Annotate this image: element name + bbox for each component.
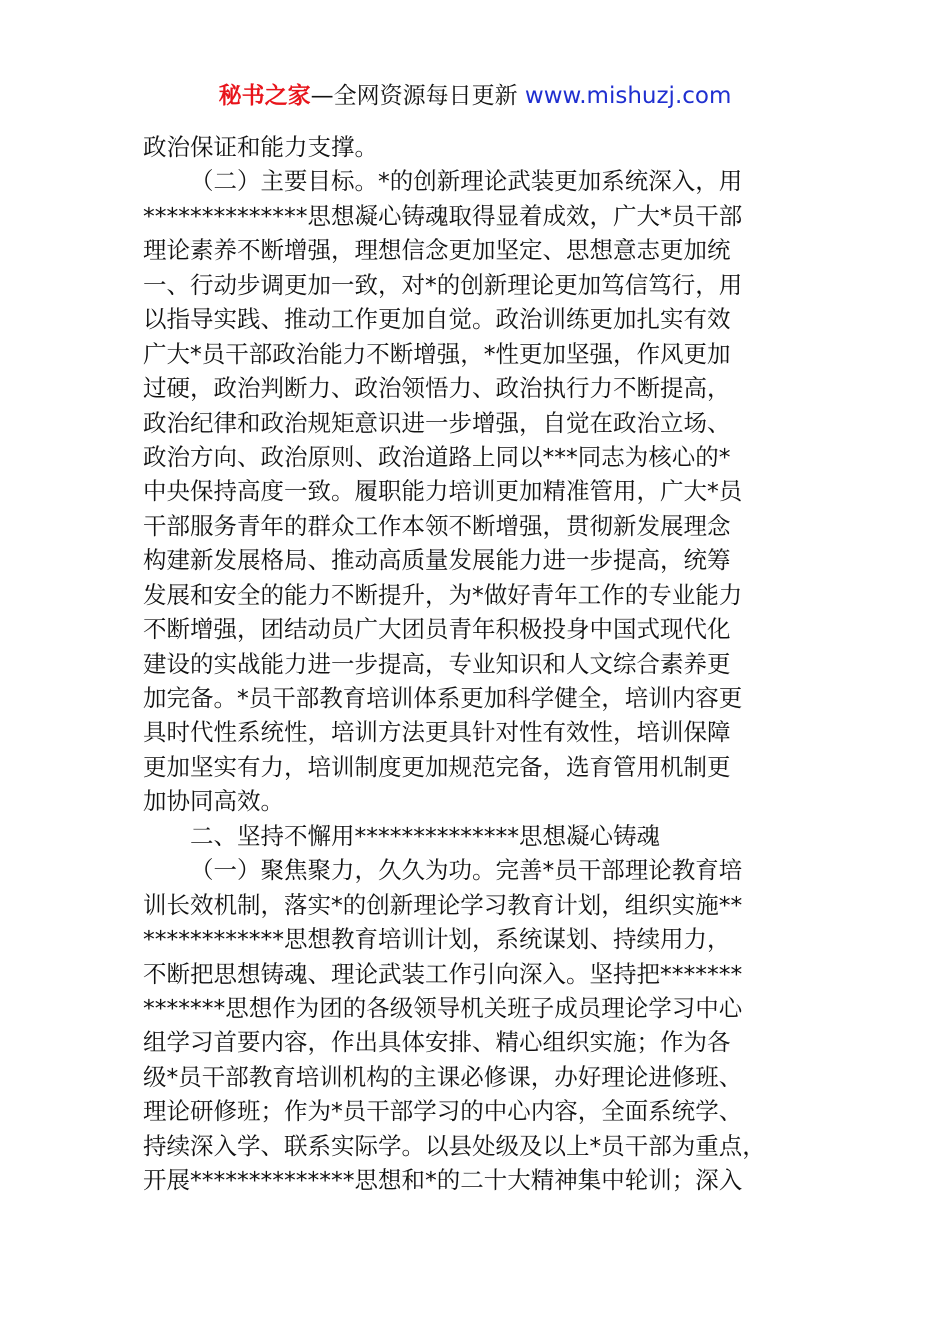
paragraph-heading: （一）聚焦聚力，久久为功。完善*员干部理论教育培: [190, 856, 743, 885]
text-line: 更加坚实有力，培训制度更加规范完备，选育管用机制更: [143, 752, 731, 781]
text-line: 加完备。*员干部教育培训体系更加科学健全，培训内容更: [143, 684, 743, 712]
text-line: 加协同高效。: [143, 787, 284, 816]
text-line: 广大*员干部政治能力不断增强，*性更加坚强，作风更加: [143, 339, 731, 368]
text-line: *******思想作为团的各级领导机关班子成员理论学习中心: [143, 993, 743, 1022]
text-line: 训长效机制，落实*的创新理论学习教育计划，组织实施**: [143, 890, 743, 919]
text-line: **************思想凝心铸魂取得显着成效，广大*员干部: [143, 201, 743, 230]
text-line: 干部服务青年的群众工作本领不断增强，贯彻新发展理念: [143, 511, 731, 540]
text-line: 政治纪律和政治规矩意识进一步增强，自觉在政治立场、: [143, 408, 731, 437]
text-line: 级*员干部教育培训机构的主课必修课，办好理论进修班、: [143, 1062, 743, 1091]
text-line: 过硬，政治判断力、政治领悟力、政治执行力不断提高，: [143, 374, 731, 403]
document-body: [143, 130, 823, 1198]
text-line: 理论研修班；作为*员干部学习的中心内容，全面系统学、: [143, 1097, 743, 1126]
text-line: 以指导实践、推动工作更加自觉。政治训练更加扎实有效: [143, 305, 731, 334]
brand-name: 秘书之家: [218, 83, 311, 109]
text-line: 持续深入学、联系实际学。以县处级及以上*员干部为重点，: [143, 1131, 766, 1160]
header-tagline: —全网资源每日更新: [310, 83, 518, 109]
text-line: 一、行动步调更加一致，对*的创新理论更加笃信笃行，用: [143, 270, 743, 299]
section-heading: 二、坚持不懈用**************思想凝心铸魂: [190, 821, 660, 850]
text-line: 组学习首要内容，作出具体安排、精心组织实施；作为各: [143, 1028, 731, 1057]
text-line: 政治方向、政治原则、政治道路上同以***同志为核心的*: [143, 442, 731, 471]
site-url-link[interactable]: www.mishuzj.com: [524, 83, 732, 109]
text-line: 不断增强，团结动员广大团员青年积极投身中国式现代化: [143, 615, 731, 644]
text-line: 政治保证和能力支撑。: [143, 133, 378, 161]
text-line: 具时代性系统性，培训方法更具针对性有效性，培训保障: [143, 718, 731, 747]
text-line: 理论素养不断增强，理想信念更加坚定、思想意志更加统: [143, 236, 731, 265]
paragraph-heading: （二）主要目标。*的创新理论武装更加系统深入，用: [190, 167, 743, 196]
text-line: 发展和安全的能力不断提升，为*做好青年工作的专业能力: [143, 580, 743, 609]
text-line: 中央保持高度一致。履职能力培训更加精准管用，广大*员: [143, 477, 743, 506]
text-line: 构建新发展格局、推动高质量发展能力进一步提高，统筹: [143, 546, 731, 575]
text-line: 不断把思想铸魂、理论武装工作引向深入。坚持把*******: [143, 959, 743, 988]
text-line: ************思想教育培训计划，系统谋划、持续用力，: [143, 925, 731, 954]
site-header: [0, 80, 950, 112]
text-line: 开展**************思想和*的二十大精神集中轮训；深入: [143, 1166, 743, 1195]
text-line: 建设的实战能力进一步提高，专业知识和人文综合素养更: [143, 649, 731, 678]
